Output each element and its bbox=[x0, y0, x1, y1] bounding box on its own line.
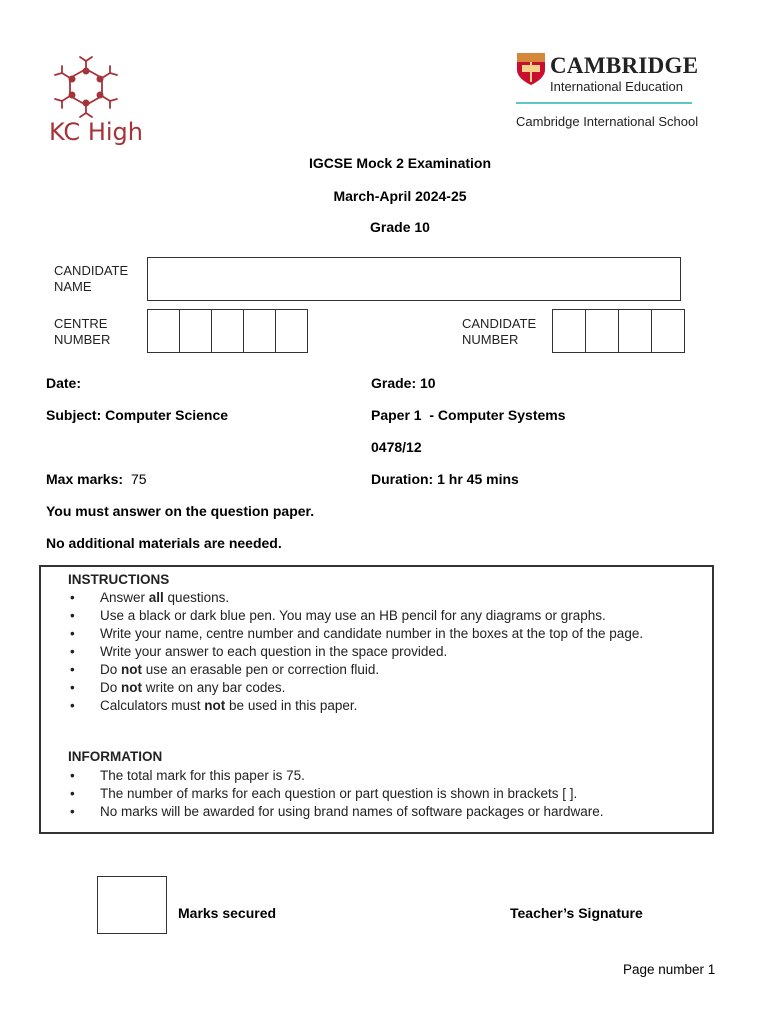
instruction-item: • Do not write on any bar codes. bbox=[70, 680, 286, 695]
candidate-number-label-line1: CANDIDATE bbox=[462, 316, 537, 331]
instruction-item: • Answer all questions. bbox=[70, 590, 230, 605]
marks-secured-label: Marks secured bbox=[178, 905, 277, 921]
centre-digit-box[interactable] bbox=[211, 309, 244, 353]
answer-note: You must answer on the question paper. bbox=[46, 503, 315, 519]
cambridge-school-name: Cambridge International School bbox=[516, 114, 699, 129]
instructions-list bbox=[41, 589, 712, 715]
instruction-item: • Calculators must not be used in this paper. bbox=[70, 698, 358, 713]
cambridge-wordmark: CAMBRIDGE bbox=[550, 53, 699, 78]
instructions-heading: INSTRUCTIONS bbox=[68, 572, 170, 587]
exam-grade: Grade 10 bbox=[370, 219, 430, 235]
candidate-number-field bbox=[552, 309, 685, 353]
max-marks-value: 75 bbox=[130, 471, 147, 487]
subject-line: Subject: Computer Science bbox=[46, 407, 229, 423]
candidate-name-field[interactable] bbox=[147, 257, 681, 301]
candidate-digit-box[interactable] bbox=[552, 309, 586, 353]
information-list bbox=[41, 767, 712, 821]
centre-digit-box[interactable] bbox=[179, 309, 212, 353]
candidate-number-label bbox=[462, 316, 536, 348]
instruction-item: • Write your name, centre number and candidate number in the boxes at the top of the page. bbox=[70, 626, 644, 641]
centre-number-label-line2: NUMBER bbox=[54, 332, 111, 347]
paper-line: Paper 1 - Computer Systems bbox=[371, 407, 566, 423]
candidate-name-label bbox=[54, 263, 128, 295]
materials-note: No additional materials are needed. bbox=[46, 535, 282, 551]
max-marks-line bbox=[46, 471, 147, 487]
kc-high-wordmark: KC High bbox=[49, 118, 143, 146]
marks-secured-box[interactable] bbox=[97, 876, 167, 934]
instruction-item: • Write your answer to each question in the space provided. bbox=[70, 644, 448, 659]
instructions-box bbox=[39, 565, 714, 834]
cambridge-shield-icon bbox=[516, 52, 546, 86]
candidate-name-label-line1: CANDIDATE bbox=[54, 263, 129, 278]
information-item: • The total mark for this paper is 75. bbox=[70, 768, 305, 783]
candidate-digit-box[interactable] bbox=[651, 309, 685, 353]
candidate-digit-box[interactable] bbox=[618, 309, 652, 353]
centre-number-field bbox=[147, 309, 308, 353]
candidate-name-label-line2: NAME bbox=[54, 279, 92, 294]
centre-number-label-line1: CENTRE bbox=[54, 316, 108, 331]
instruction-item: • Use a black or dark blue pen. You may use an HB pencil for any diagrams or graphs. bbox=[70, 608, 606, 623]
grade-line: Grade: 10 bbox=[371, 375, 436, 391]
centre-number-label bbox=[54, 316, 110, 348]
information-item: • No marks will be awarded for using brand names of software packages or hardware. bbox=[70, 804, 604, 819]
exam-session: March-April 2024-25 bbox=[333, 188, 467, 204]
centre-digit-box[interactable] bbox=[275, 309, 308, 353]
date-label: Date: bbox=[46, 375, 82, 391]
candidate-digit-box[interactable] bbox=[585, 309, 619, 353]
cambridge-subtitle: International Education bbox=[550, 79, 683, 94]
instruction-item: • Do not use an erasable pen or correction fluid. bbox=[70, 662, 380, 677]
exam-title: IGCSE Mock 2 Examination bbox=[308, 155, 492, 171]
information-heading: INFORMATION bbox=[68, 749, 163, 764]
centre-digit-box[interactable] bbox=[243, 309, 276, 353]
duration-line: Duration: 1 hr 45 mins bbox=[371, 471, 519, 487]
centre-digit-box[interactable] bbox=[147, 309, 180, 353]
page-number: Page number 1 bbox=[623, 962, 716, 977]
paper-code: 0478/12 bbox=[371, 439, 422, 455]
teacher-signature-label: Teacher’s Signature bbox=[510, 905, 643, 921]
candidate-number-label-line2: NUMBER bbox=[462, 332, 519, 347]
cambridge-divider bbox=[516, 102, 692, 104]
information-item: • The number of marks for each question or part question is shown in brackets [ ]. bbox=[70, 786, 578, 801]
max-marks-label: Max marks: bbox=[46, 471, 124, 487]
